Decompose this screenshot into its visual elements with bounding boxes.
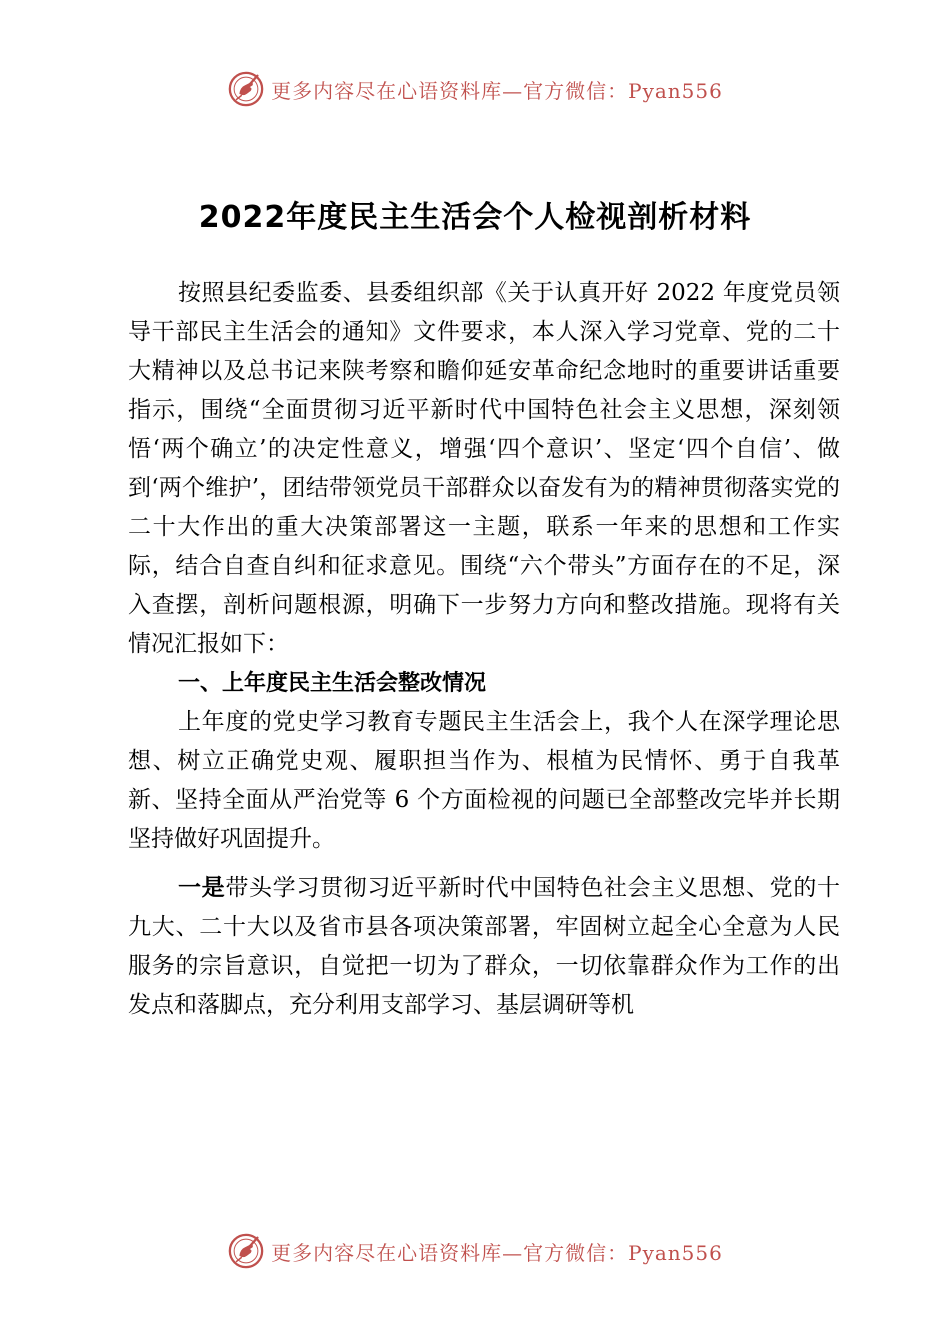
document-body — [128, 274, 840, 1025]
header-watermark-text: 更多内容尽在心语资料库—官方微信：Pyan556 — [271, 78, 723, 103]
footer-watermark-text: 更多内容尽在心语资料库—官方微信：Pyan556 — [271, 1240, 723, 1265]
document-title: 2022年度民主生活会个人检视剖析材料 — [198, 200, 752, 235]
fist-pen-logo-icon — [227, 70, 265, 108]
header-watermark — [0, 70, 950, 108]
point-1-text: 带头学习贯彻习近平新时代中国特色社会主义思想、党的十九大、二十大以及省市县各项决策部署，牢固树立起全心全意为人民服务的宗旨意识，自觉把一切为了群众，一切依靠群众作为工作的出发点和落脚点，充分利用支部学习、基层调研等机 — [128, 875, 841, 1018]
intro-paragraph: 按照县纪委监委、县委组织部《关于认真开好 2022 年度党员领导干部民主生活会的通知》文件要求，本人深入学习党章、党的二十大精神以及总书记来陕考察和瞻仰延安革命纪念地时的重要讲话重要指示，围绕“全面贯彻习近平新时代中国特色社会主义思想，深刻领悟‘两个确立’的决定性意义，增强‘四个意识’、坚定‘四个自信’、做到‘两个维护’，团结带领党员干部群众以奋发有为的精神贯彻落实党的二十大作出的重大决策部署这一主题，联系一年来的思想和工作实际，结合自查自纠和征求意见。围绕“六个带头”方面存在的不足，深入查摆，剖析问题根源，明确下一步努力方向和整改措施。现将有关情况汇报如下： — [128, 280, 840, 657]
point-1-paragraph — [128, 869, 840, 1025]
footer-watermark — [0, 1232, 950, 1270]
section1-paragraph: 上年度的党史学习教育专题民主生活会上，我个人在深学理论思想、树立正确党史观、履职担当作为、根植为民情怀、勇于自我革新、坚持全面从严治党等 6 个方面检视的问题已全部整改完毕并长期坚持做好巩固提升。 — [128, 709, 840, 852]
section-heading-1: 一、上年度民主生活会整改情况 — [178, 671, 487, 696]
fist-pen-logo-icon — [227, 1232, 265, 1270]
point-1-lead: 一是 — [178, 875, 226, 901]
